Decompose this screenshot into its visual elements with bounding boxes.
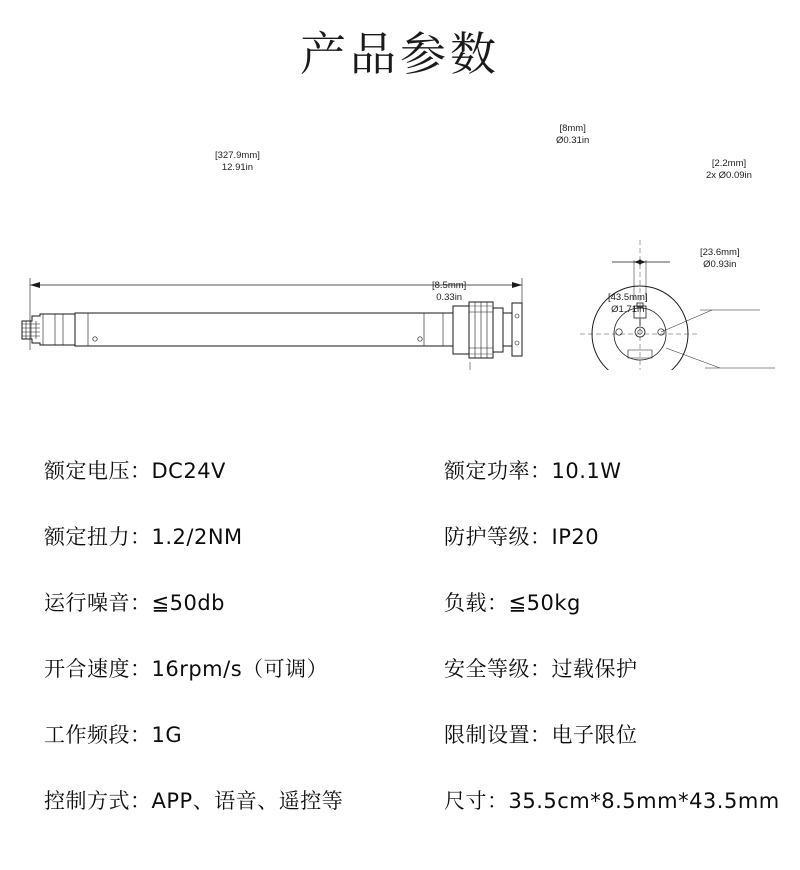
- spec-row: [0, 719, 800, 785]
- spec-rated-power: 额定功率：10.1W: [444, 459, 622, 483]
- dim-outer-mm: [43.5mm]: [608, 292, 648, 303]
- dim-hole-2p2mm: [706, 158, 752, 182]
- spec-rated-torque: 额定扭力：1.2/2NM: [44, 525, 243, 549]
- dim-inner-mm: [23.6mm]: [700, 247, 740, 258]
- drawing-svg: [0, 100, 800, 370]
- dim-outer-in: Ø1.71in: [611, 303, 645, 315]
- dim-hole-mm: [2.2mm]: [711, 158, 747, 169]
- dim-height: [432, 280, 466, 304]
- dim-height-mm: [8.5mm]: [432, 280, 467, 291]
- spec-table: [0, 455, 800, 855]
- dim-top-in: Ø0.31in: [556, 134, 590, 146]
- dim-height-in: 0.33in: [436, 291, 463, 303]
- spec-noise: 运行噪音：≦50db: [44, 591, 225, 615]
- spec-protection-grade: 防护等级：IP20: [444, 525, 600, 549]
- dim-overall-length-mm: [327.9mm]: [215, 150, 260, 161]
- dim-outer-diameter: [608, 292, 648, 316]
- spec-rated-voltage: 额定电压：DC24V: [44, 459, 226, 483]
- spec-speed: 开合速度：16rpm/s（可调）: [44, 657, 329, 681]
- dim-top-mm: [8mm]: [559, 123, 586, 134]
- spec-frequency: 工作频段：1G: [44, 723, 183, 747]
- spec-safety-grade: 安全等级：过载保护: [444, 657, 638, 681]
- dim-overall-length-in: 12.91in: [221, 161, 254, 173]
- spec-row: [0, 455, 800, 521]
- spec-limit-setting: 限制设置：电子限位: [444, 723, 638, 747]
- dim-hole-in: 2x Ø0.09in: [706, 169, 752, 181]
- spec-load: 负载：≦50kg: [444, 591, 581, 615]
- spec-dimensions: 尺寸：35.5cm*8.5mm*43.5mm: [444, 789, 780, 813]
- dim-overall-length: [215, 150, 260, 174]
- dim-inner-diameter: [700, 247, 740, 271]
- spec-row: [0, 653, 800, 719]
- technical-drawing: [0, 100, 800, 370]
- page-title: 产品参数: [300, 27, 500, 81]
- spec-control-method: 控制方式：APP、语音、遥控等: [44, 789, 344, 813]
- spec-row: [0, 587, 800, 653]
- spec-row: [0, 521, 800, 587]
- dim-inner-in: Ø0.93in: [703, 258, 737, 270]
- spec-row: [0, 785, 800, 851]
- dim-top-8mm: [556, 123, 589, 147]
